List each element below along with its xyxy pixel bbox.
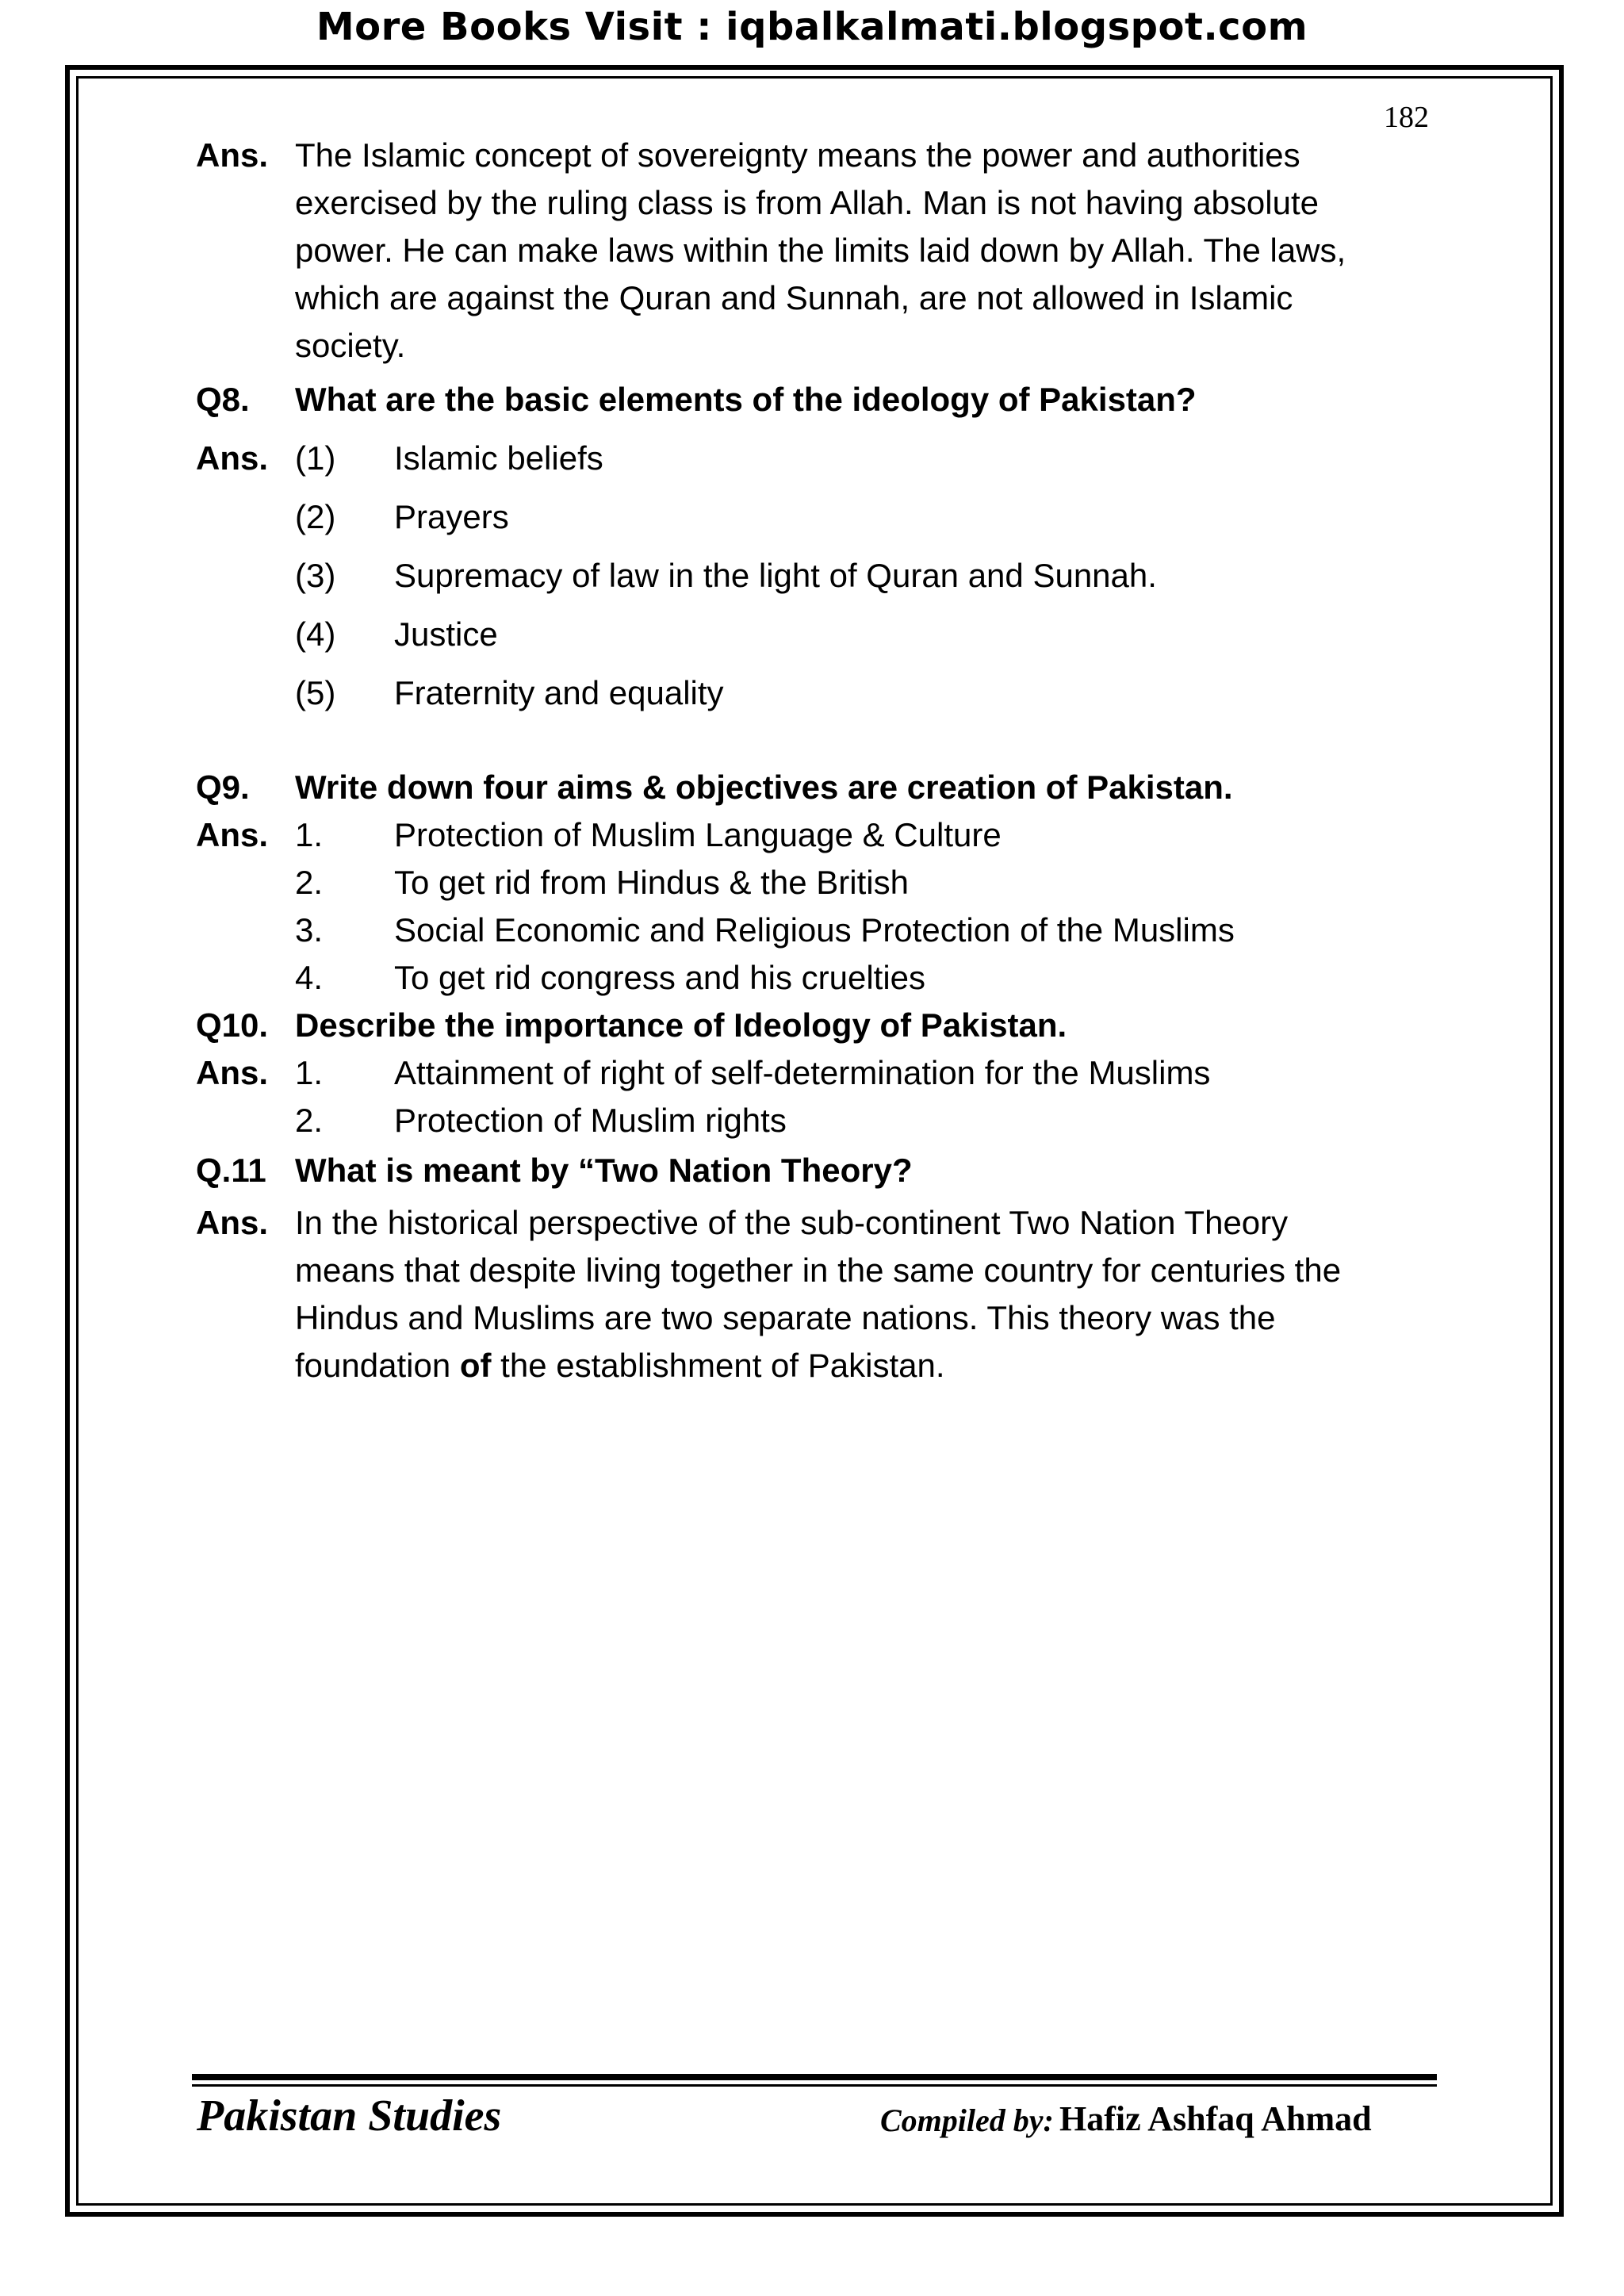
question-text: Write down four aims & objectives are creation of Pakistan. (295, 769, 1233, 806)
site-banner: More Books Visit : iqbalkalmati.blogspot.com (316, 5, 1308, 49)
question-text: Describe the importance of Ideology of Pakistan. (295, 1006, 1067, 1044)
item-number: 2. (295, 1102, 324, 1139)
answer-line: power. He can make laws within the limits laid down by Allah. The laws, (295, 232, 1346, 269)
footer-rule (192, 2074, 1437, 2080)
item-number: (5) (295, 674, 336, 711)
page-number: 182 (1384, 101, 1429, 134)
item-number: (2) (295, 498, 336, 535)
item-text: Protection of Muslim rights (394, 1102, 787, 1139)
item-text: Prayers (394, 498, 509, 535)
item-number: 1. (295, 1054, 324, 1091)
question-text: What is meant by “Two Nation Theory? (295, 1152, 913, 1189)
question-label: Q.11 (196, 1152, 266, 1189)
item-number: 2. (295, 864, 324, 901)
answer-line-last (295, 1342, 1433, 1389)
item-text: Supremacy of law in the light of Quran and Sunnah. (394, 557, 1157, 594)
item-text: Attainment of right of self-determination for the Muslims (394, 1054, 1211, 1091)
item-text: Protection of Muslim Language & Culture (394, 816, 1002, 853)
item-text: Fraternity and equality (394, 674, 724, 711)
item-text: Islamic beliefs (394, 439, 603, 477)
answer-text: the establishment of Pakistan. (491, 1347, 945, 1384)
answer-line: The Islamic concept of sovereignty means the power and authorities (295, 136, 1300, 174)
item-text: To get rid from Hindus & the British (394, 864, 909, 901)
question-label: Q8. (196, 381, 250, 418)
item-number: 1. (295, 816, 324, 853)
answer-line: Hindus and Muslims are two separate nations. This theory was the (295, 1299, 1276, 1336)
item-number: (4) (295, 615, 336, 653)
answer-line: society. (295, 327, 406, 364)
question-label: Q10. (196, 1006, 269, 1044)
answer-text: foundation (295, 1347, 460, 1384)
answer-line: means that despite living together in the same country for centuries the (295, 1251, 1342, 1289)
item-number: (1) (295, 439, 336, 477)
item-text: Social Economic and Religious Protection of the Muslims (394, 911, 1235, 949)
answer-label: Ans. (196, 136, 269, 174)
footer-rule-thin (192, 2084, 1437, 2087)
footer-author: Hafiz Ashfaq Ahmad (1059, 2099, 1372, 2138)
answer-line: In the historical perspective of the sub-continent Two Nation Theory (295, 1204, 1289, 1241)
answer-label: Ans. (196, 1204, 269, 1241)
item-number: 4. (295, 959, 324, 996)
answer-label: Ans. (196, 439, 269, 477)
item-text: To get rid congress and his cruelties (394, 959, 926, 996)
item-number: 3. (295, 911, 324, 949)
answer-line: exercised by the ruling class is from Allah. Man is not having absolute (295, 184, 1319, 221)
question-text: What are the basic elements of the ideology of Pakistan? (295, 381, 1197, 418)
question-label: Q9. (196, 769, 250, 806)
answer-label: Ans. (196, 1054, 269, 1091)
answer-line: which are against the Quran and Sunnah, are not allowed in Islamic (295, 279, 1293, 316)
item-text: Justice (394, 615, 498, 653)
footer-book-title: Pakistan Studies (197, 2091, 502, 2141)
answer-text-bold: of (459, 1347, 492, 1384)
footer-compiled-label: Compiled by: (880, 2102, 1054, 2138)
answer-label: Ans. (196, 816, 269, 853)
item-number: (3) (295, 557, 336, 594)
